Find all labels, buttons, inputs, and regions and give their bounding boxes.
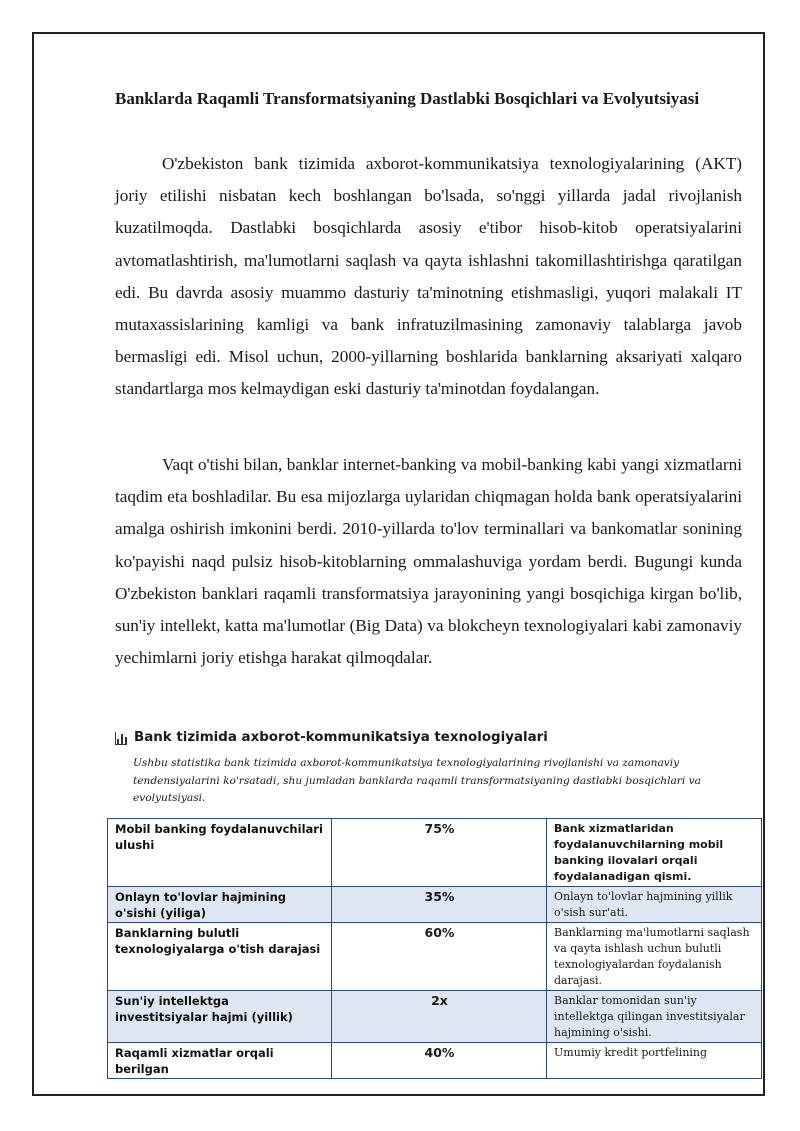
- row-note: Banklar tomonidan sun'iy intellektga qilingan investitsiyalar hajmining o'sishi.: [547, 991, 762, 1043]
- stats-box-description: Ushbu statistika bank tizimida axborot-kommunikatsiya texnologiyalarining rivojlanishi va zamonaviy tendensiyalarini ko'rsatadi, shu jumladan banklarda raqamli transformatsiyaning dastlabki bosqichlari va evolyutsiyasi.: [133, 757, 701, 804]
- row-note: Banklarning ma'lumotlarni saqlash va qayta ishlash uchun bulutli texnologiyalardan foydalanish darajasi.: [547, 923, 762, 991]
- table-row: [108, 819, 762, 887]
- stats-table-container: [107, 818, 750, 1076]
- table-row: [108, 1043, 762, 1079]
- row-value: 2x: [332, 991, 547, 1043]
- row-value: 60%: [332, 923, 547, 991]
- row-label: Raqamli xizmatlar orqali berilgan: [108, 1043, 332, 1079]
- body-paragraph-2: Vaqt o'tishi bilan, banklar internet-banking va mobil-banking kabi yangi xizmatlarni taqdim eta boshladilar. Bu esa mijozlarga uylaridan chiqmagan holda bank operatsiyalarini amalga oshirish imkonini berdi. 2010-yillarda to'lov terminallari va bankomatlar sonining ko'payishi naqd pulsiz hisob-kitoblarning ommalashuviga yordam berdi. Bugungi kunda O'zbekiston banklari raqamli transformatsiya jarayonining yangi bosqichiga kirgan bo'lib, sun'iy intellekt, katta ma'lumotlar (Big Data) va blokcheyn texnologiyalari kabi zamonaviy yechimlarni joriy etishga harakat qilmoqdalar.: [115, 455, 742, 668]
- table-row: [108, 991, 762, 1043]
- row-note: Bank xizmatlaridan foydalanuvchilarning mobil banking ilovalari orqali foydalanadigan qismi.: [547, 819, 762, 887]
- bar-chart-icon: [115, 732, 127, 745]
- row-label: Onlayn to'lovlar hajmining o'sishi (yiliga): [108, 887, 332, 923]
- row-value: 40%: [332, 1043, 547, 1079]
- stats-table: [107, 818, 762, 1079]
- stats-box-title: [115, 728, 548, 748]
- row-value: 35%: [332, 887, 547, 923]
- row-value: 75%: [332, 819, 547, 887]
- table-row: [108, 923, 762, 991]
- row-label: Mobil banking foydalanuvchilari ulushi: [108, 819, 332, 887]
- row-note: Umumiy kredit portfelining: [547, 1043, 762, 1079]
- row-label: Sun'iy intellektga investitsiyalar hajmi (yillik): [108, 991, 332, 1043]
- row-note: Onlayn to'lovlar hajmining yillik o'sish sur'ati.: [547, 887, 762, 923]
- body-paragraph-1: O'zbekiston bank tizimida axborot-kommunikatsiya texnologiyalarining (AKT) joriy etilishi nisbatan kech boshlangan bo'lsada, so'nggi yillarda jadal rivojlanish kuzatilmoqda. Dastlabki bosqichlarda asosiy e'tibor hisob-kitob operatsiyalarini avtomatlashtirish, ma'lumotlarni saqlash va qayta ishlashni takomillashtirishga qaratilgan edi. Bu davrda asosiy muammo dasturiy ta'minotning etishmasligi, yuqori malakali IT mutaxassislarining kamligi va bank infratuzilmasining zamonaviy talablarga javob bermasligi edi. Misol uchun, 2000-yillarning boshlarida banklarning aksariyati xalqaro standartlarga mos kelmaydigan eski dasturiy ta'minotdan foydalangan.: [115, 154, 742, 399]
- stats-box-title-text: Bank tizimida axborot-kommunikatsiya texnologiyalari: [134, 730, 548, 745]
- section-heading: Banklarda Raqamli Transformatsiyaning Dastlabki Bosqichlari va Evolyutsiyasi: [115, 89, 700, 108]
- row-label: Banklarning bulutli texnologiyalarga o'tish darajasi: [108, 923, 332, 991]
- table-row: [108, 887, 762, 923]
